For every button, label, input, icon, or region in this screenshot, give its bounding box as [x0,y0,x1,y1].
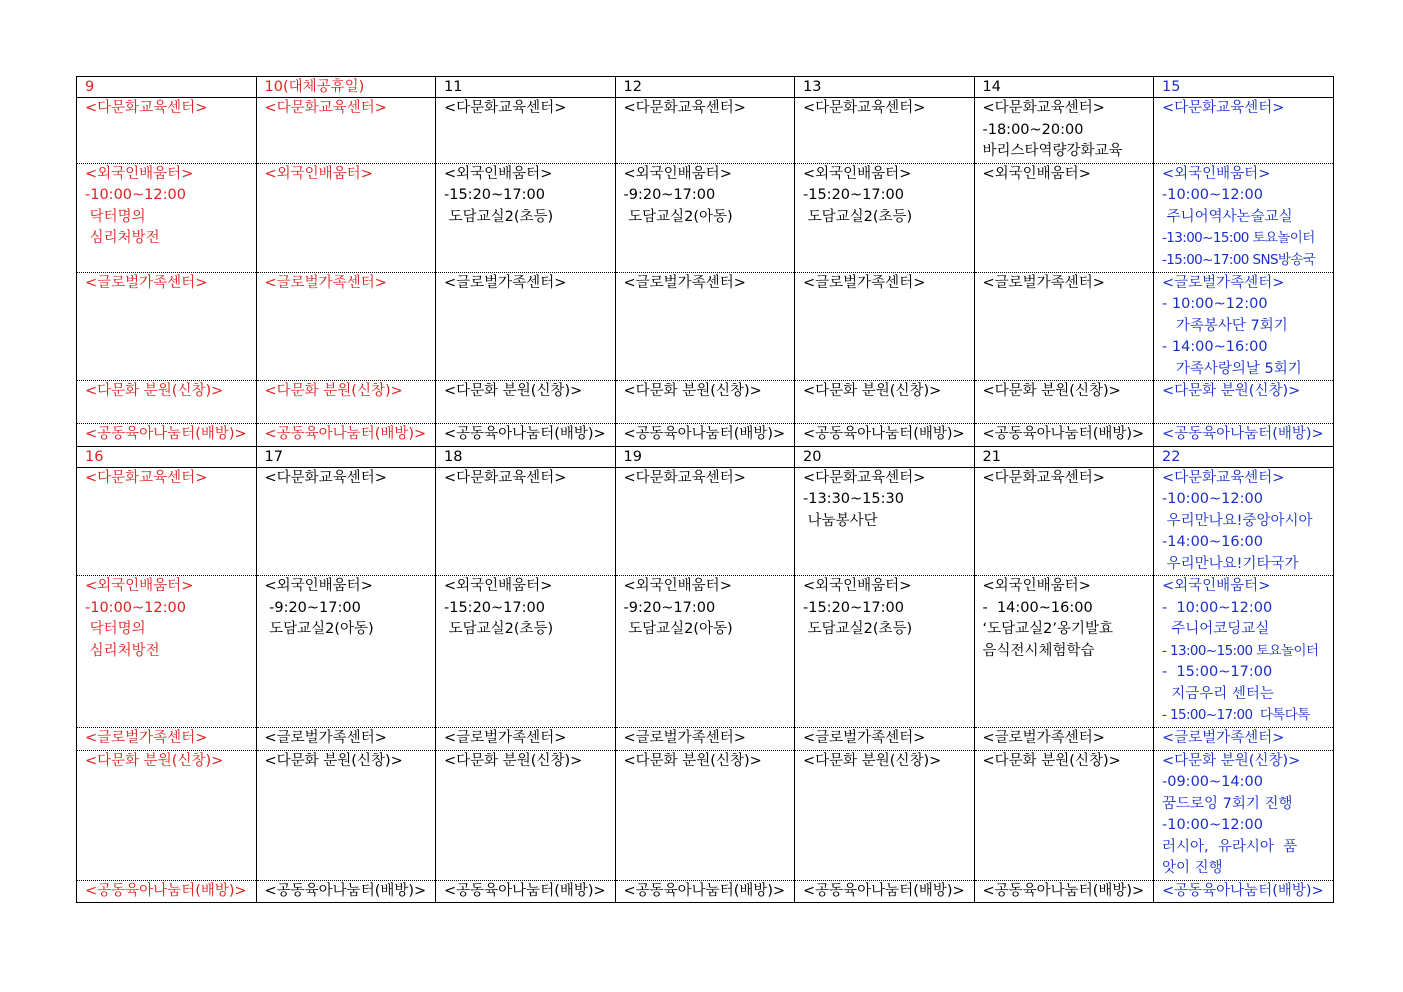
schedule-cell [436,576,616,728]
program-line: - 14:00~16:00 [982,599,1093,616]
date-cell: 15 [1154,77,1334,98]
schedule-cell [974,880,1154,903]
program-line: 주니어역사논술교실 [1162,208,1293,225]
date-cell: 11 [436,77,616,98]
program-line: - 15:00~17:00 [1162,664,1273,680]
schedule-cell [77,98,257,164]
date-cell: 9 [77,77,257,98]
center-name: <다문화교육센터> [1162,469,1285,486]
schedule-cell [256,728,436,751]
program-line: -15:20~17:00 [803,187,904,203]
center-name: <외국인배움터> [264,165,373,182]
program-line: - 13:00~15:00 토요놀이터 [1162,642,1319,659]
program-line: 도담교실2(아동) [623,621,733,637]
schedule-cell [1154,576,1334,728]
program-line: ‘도담교실2’옹기발효 [982,621,1113,637]
schedule-cell [256,467,436,576]
week-1-mb-row [77,381,1334,424]
schedule-cell [615,576,795,728]
schedule-cell [256,98,436,164]
program-line: -9:20~17:00 [623,187,716,203]
center-name: <글로벌가족센터> [982,730,1105,746]
center-name: <다문화 분원(신창)> [264,383,403,399]
center-name: <글로벌가족센터> [264,274,387,291]
center-name: <외국인배움터> [1162,578,1271,594]
program-line: 러시아, 유라시아 품 [1162,838,1298,855]
schedule-cell [974,467,1154,576]
center-name: <공동육아나눔터(배방)> [444,426,606,442]
week-1-cc-row [77,424,1334,447]
week-2-gf-row [77,728,1334,751]
center-name: <공동육아나눔터(배방)> [803,882,965,899]
center-name: <다문화교육센터> [623,469,746,486]
schedule-cell [436,98,616,164]
schedule-cell [77,424,257,447]
center-name: <외국인배움터> [444,165,553,182]
center-name: <외국인배움터> [803,165,912,182]
date-cell: 13 [795,77,975,98]
program-line: - 10:00~12:00 [1162,296,1268,312]
schedule-cell [615,880,795,903]
week-2-date-row [77,446,1334,467]
schedule-cell [1154,467,1334,576]
center-name: <공동육아나눔터(배방)> [85,882,247,899]
schedule-cell [256,880,436,903]
center-name: <글로벌가족센터> [982,274,1105,291]
center-name: <공동육아나눔터(배방)> [803,426,965,442]
schedule-cell [974,381,1154,424]
center-name: <다문화 분원(신창)> [85,752,224,769]
program-line: - 10:00~12:00 [1162,599,1273,616]
date-cell: 22 [1154,446,1334,467]
schedule-cell [77,467,257,576]
center-name: <다문화교육센터> [264,100,387,116]
center-name: <공동육아나눔터(배방)> [264,426,427,442]
program-line: -15:20~17:00 [803,599,904,616]
schedule-cell [974,728,1154,751]
schedule-cell [974,424,1154,447]
center-name: <외국인배움터> [623,165,732,182]
schedule-cell [974,163,1154,272]
program-line: -9:20~17:00 [623,599,716,616]
center-name: <공동육아나눔터(배방)> [1162,426,1324,442]
program-line: -15:20~17:00 [444,599,545,616]
center-name: <외국인배움터> [85,578,194,594]
date-cell: 17 [256,446,436,467]
week-1-dmc-row [77,98,1334,164]
schedule-cell [1154,728,1334,751]
date-cell: 14 [974,77,1154,98]
schedule-cell [256,424,436,447]
program-line: - 14:00~16:00 [1162,339,1268,355]
schedule-cell [1154,424,1334,447]
center-name: <다문화교육센터> [982,469,1105,486]
program-line: -18:00~20:00 [982,121,1084,138]
schedule-cell [1154,750,1334,880]
center-name: <다문화 분원(신창)> [85,383,224,399]
week-2-fw-row [77,576,1334,728]
center-name: <다문화 분원(신창)> [264,752,403,769]
center-name: <외국인배움터> [803,578,912,594]
center-name: <다문화 분원(신창)> [623,383,762,399]
center-name: <다문화 분원(신창)> [803,383,942,399]
schedule-cell [436,750,616,880]
program-line: 가족사랑의날 5회기 [1162,360,1302,377]
calendar-body [77,77,1334,903]
program-line: -10:00~12:00 [1162,817,1263,833]
center-name: <글로벌가족센터> [623,274,746,291]
center-name: <공동육아나눔터(배방)> [623,882,786,899]
center-name: <글로벌가족센터> [264,730,387,746]
program-line: 꿈드로잉 7회기 진행 [1162,795,1293,812]
center-name: <다문화 분원(신창)> [982,752,1121,769]
program-line: 심리처방전 [85,230,160,246]
week-1-fw-row [77,163,1334,272]
center-name: <다문화교육센터> [803,469,926,486]
schedule-cell [795,467,975,576]
center-name: <다문화교육센터> [444,100,567,116]
schedule-cell [795,424,975,447]
center-name: <외국인배움터> [623,578,732,594]
schedule-cell [615,163,795,272]
schedule-cell [795,98,975,164]
week-2-mb-row [77,750,1334,880]
schedule-cell [77,750,257,880]
program-line: 앗이 진행 [1162,860,1223,876]
schedule-cell [615,728,795,751]
schedule-cell [974,576,1154,728]
program-line: - 15:00~17:00 다톡다톡 [1162,707,1310,723]
schedule-cell [256,576,436,728]
center-name: <글로벌가족센터> [1162,730,1285,746]
schedule-cell [795,381,975,424]
program-line: -10:00~12:00 [1162,187,1263,203]
center-name: <글로벌가족센터> [444,730,567,746]
program-line: 바리스타역량강화교육 [982,143,1123,159]
schedule-cell [974,272,1154,381]
center-name: <외국인배움터> [982,578,1091,594]
center-name: <외국인배움터> [264,578,373,594]
schedule-cell [256,272,436,381]
center-name: <외국인배움터> [444,578,553,594]
center-name: <다문화교육센터> [264,469,387,486]
center-name: <다문화 분원(신창)> [444,383,583,399]
center-name: <공동육아나눔터(배방)> [85,426,247,442]
center-name: <글로벌가족센터> [85,730,208,746]
program-line: 지금우리 센터는 [1162,685,1274,702]
schedule-cell [615,424,795,447]
schedule-cell [795,728,975,751]
center-name: <공동육아나눔터(배방)> [1162,882,1324,899]
program-line: -10:00~12:00 [85,187,186,203]
schedule-cell [256,381,436,424]
program-line: 도담교실2(아동) [623,208,733,225]
center-name: <다문화 분원(신창)> [444,752,583,769]
date-cell: 20 [795,446,975,467]
program-line: -13:30~15:30 [803,491,904,507]
schedule-cell [436,880,616,903]
schedule-cell [256,163,436,272]
program-line: -9:20~17:00 [264,599,361,616]
schedule-cell [615,381,795,424]
center-name: <다문화교육센터> [623,100,746,116]
center-name: <공동육아나눔터(배방)> [982,426,1145,442]
center-name: <글로벌가족센터> [444,274,567,291]
schedule-cell [615,750,795,880]
program-line: 음식전시체험학습 [982,642,1095,659]
program-line: 닥터명의 [85,208,146,225]
schedule-cell [615,98,795,164]
schedule-cell [1154,880,1334,903]
center-name: <다문화교육센터> [1162,100,1285,116]
schedule-cell [436,163,616,272]
schedule-cell [974,750,1154,880]
schedule-cell [436,272,616,381]
center-name: <공동육아나눔터(배방)> [982,882,1145,899]
schedule-cell [1154,381,1334,424]
schedule-cell [77,576,257,728]
center-name: <다문화교육센터> [85,469,208,486]
center-name: <글로벌가족센터> [85,274,208,291]
center-name: <다문화 분원(신창)> [982,383,1121,399]
schedule-cell [77,272,257,381]
program-line: 심리처방전 [85,642,160,659]
date-cell: 12 [615,77,795,98]
center-name: <공동육아나눔터(배방)> [623,426,786,442]
schedule-cell [77,880,257,903]
program-line: 우리만나요!중앙아시아 [1162,512,1313,529]
schedule-cell [615,272,795,381]
center-name: <다문화교육센터> [803,100,926,116]
date-cell: 21 [974,446,1154,467]
week-1-date-row [77,77,1334,98]
program-line: 도담교실2(초등) [803,208,913,225]
center-name: <외국인배움터> [1162,165,1271,182]
program-line: -15:00~17:00 SNS방송국 [1162,251,1316,268]
program-line: 도담교실2(아동) [264,621,374,637]
program-line: 주니어코딩교실 [1162,621,1270,637]
schedule-cell [77,381,257,424]
schedule-cell [1154,98,1334,164]
schedule-cell [795,163,975,272]
schedule-cell [795,750,975,880]
schedule-cell [795,272,975,381]
week-2-cc-row [77,880,1334,903]
week-1-gf-row [77,272,1334,381]
program-line: -14:00~16:00 [1162,534,1263,550]
schedule-cell [615,467,795,576]
schedule-cell [77,163,257,272]
program-line: 나눔봉사단 [803,512,878,529]
center-name: <글로벌가족센터> [803,274,926,291]
center-name: <외국인배움터> [982,165,1091,182]
center-name: <외국인배움터> [85,165,194,182]
program-line: -13:00~15:00 토요놀이터 [1162,230,1315,246]
center-name: <공동육아나눔터(배방)> [444,882,606,899]
schedule-cell [1154,163,1334,272]
schedule-cell [436,424,616,447]
program-line: 우리만나요!기타국가 [1162,555,1299,572]
center-name: <다문화 분원(신창)> [623,752,762,769]
date-cell: 19 [615,446,795,467]
center-name: <다문화교육센터> [85,100,208,116]
schedule-calendar-table [76,76,1334,903]
program-line: 가족봉사단 7회기 [1162,317,1288,334]
schedule-cell [436,467,616,576]
program-line: 도담교실2(초등) [444,208,554,225]
schedule-cell [974,98,1154,164]
schedule-cell [795,880,975,903]
schedule-cell [1154,272,1334,381]
program-line: 닥터명의 [85,621,146,637]
program-line: -15:20~17:00 [444,187,545,203]
date-cell: 18 [436,446,616,467]
center-name: <공동육아나눔터(배방)> [264,882,427,899]
center-name: <다문화교육센터> [444,469,567,486]
date-cell: 16 [77,446,257,467]
program-line: -10:00~12:00 [85,599,186,616]
schedule-cell [256,750,436,880]
center-name: <다문화교육센터> [982,100,1105,116]
schedule-cell [436,381,616,424]
program-line: -09:00~14:00 [1162,774,1263,790]
center-name: <다문화 분원(신창)> [1162,383,1301,399]
center-name: <다문화 분원(신창)> [803,752,942,769]
schedule-cell [795,576,975,728]
schedule-cell [436,728,616,751]
week-2-dmc-row [77,467,1334,576]
center-name: <글로벌가족센터> [623,730,746,746]
program-line: 도담교실2(초등) [803,621,913,637]
program-line: 도담교실2(초등) [444,621,554,637]
program-line: -10:00~12:00 [1162,491,1263,507]
date-cell: 10(대체공휴일) [256,77,436,98]
center-name: <다문화 분원(신창)> [1162,752,1301,769]
center-name: <글로벌가족센터> [1162,274,1285,291]
schedule-cell [77,728,257,751]
center-name: <글로벌가족센터> [803,730,926,746]
